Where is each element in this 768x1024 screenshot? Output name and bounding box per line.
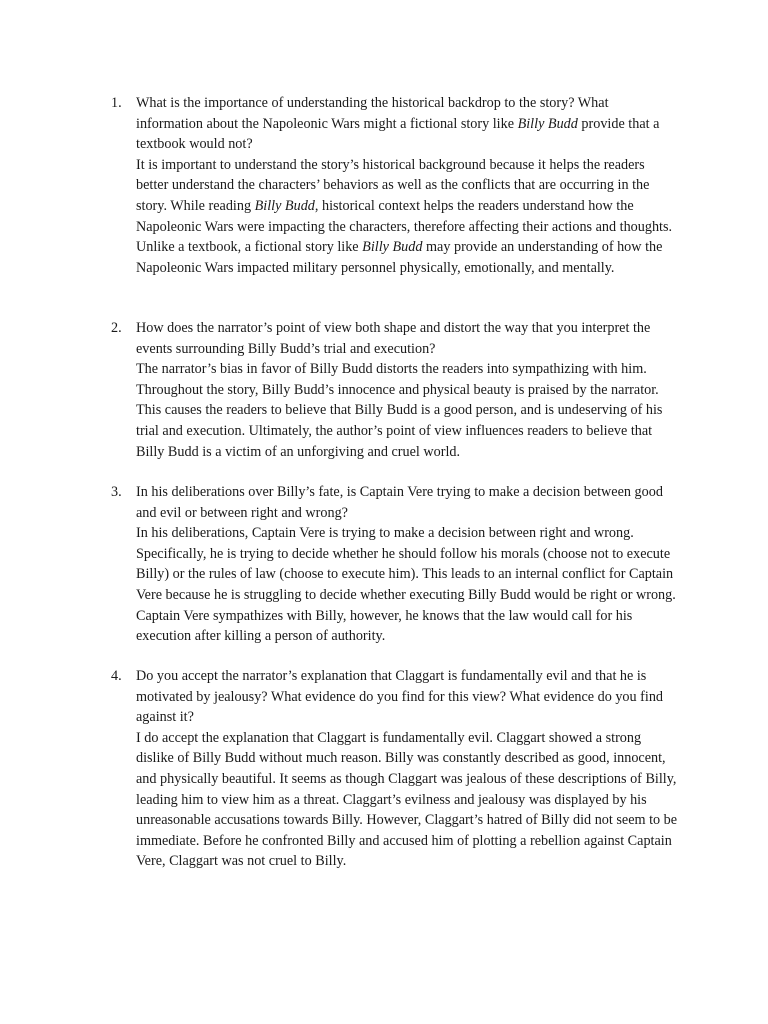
answer-text: [136, 155, 679, 279]
item-body: [136, 482, 679, 647]
item-body: [136, 318, 679, 462]
italic-title: Billy Budd: [362, 239, 423, 256]
list-item: [111, 318, 679, 462]
item-body: [136, 93, 679, 278]
text-run: It is important to understand the story’s historical background because it helps the readers better understand the characters’ behaviors as well as the conflicts that are occurring in the story. While reading: [136, 156, 650, 214]
text-run: I do accept the explanation that Claggart is fundamentally evil. Claggart showed a strong dislike of Billy Budd without much reason. Billy was constantly described as good, innocent, and physically beautiful. It seems as though Claggart was jealous of these descriptions of Billy, leading him to view him as a threat. Claggart’s evilness and jealousy was displayed by his unreasonable accusations towards Billy. However, Claggart’s hatred of Billy did not seem to be immediate. Before he confronted Billy and accused him of plotting a rebellion against Captain Vere, Claggart was not cruel to Billy.: [136, 729, 678, 870]
text-run: How does the narrator’s point of view both shape and distort the way that you interpret the events surrounding Billy Budd’s trial and execution?: [136, 320, 651, 357]
list-item: [111, 482, 679, 647]
item-number: 1.: [111, 95, 122, 111]
text-run: Do you accept the narrator’s explanation that Claggart is fundamentally evil and that he is motivated by jealousy? What evidence do you find for this view? What evidence do you find against it?: [136, 668, 664, 726]
text-run: may provide an understanding of how the Napoleonic Wars impacted military personnel physically, emotionally, and mentally.: [136, 239, 663, 276]
text-run: provide that a textbook would not?: [136, 115, 660, 153]
item-number: 3.: [111, 484, 122, 500]
item-number: 2.: [111, 320, 122, 336]
answer-text: [136, 523, 679, 647]
item-body: [136, 666, 679, 872]
answer-text: [136, 728, 679, 872]
text-run: In his deliberations over Billy’s fate, is Captain Vere trying to make a decision between good and evil or between right and wrong?: [136, 484, 663, 521]
italic-title: Billy Budd: [517, 115, 578, 132]
list-item: [111, 666, 679, 872]
question-text: [136, 318, 679, 359]
answer-text: [136, 359, 679, 462]
text-run: The narrator’s bias in favor of Billy Budd distorts the readers into sympathizing with him. Throughout the story, Billy Budd’s innocence and physical beauty is praised by the narrator. This causes the readers to believe that Billy Budd is a good person, and is undeserving of his trial and execution. Ultimately, the author’s point of view influences readers to believe that Billy Budd is a victim of an unforgiving and cruel world.: [136, 361, 663, 460]
item-number: 4.: [111, 668, 122, 684]
question-text: [136, 666, 679, 728]
question-text: [136, 482, 679, 523]
text-run: , historical context helps the readers understand how the Napoleonic Wars were impacting the characters, therefore affecting their actions and thoughts. Unlike a textbook, a fictional story like: [136, 197, 673, 256]
list-item: [111, 93, 679, 278]
text-run: What is the importance of understanding the historical backdrop to the story? What information about the Napoleonic Wars might a fictional story like: [136, 95, 609, 132]
text-run: In his deliberations, Captain Vere is trying to make a decision between right and wrong. Specifically, he is trying to decide whether he should follow his morals (choose not to execute Billy) or the rules of law (choose to execute him). This leads to an internal conflict for Captain Vere because he is struggling to decide whether executing Billy Budd would be right or wrong. Captain Vere sympathizes with Billy, however, he knows that the law would call for his execution after killing a person of authority.: [136, 525, 676, 645]
italic-title: Billy Budd: [254, 197, 315, 214]
question-text: [136, 93, 679, 155]
